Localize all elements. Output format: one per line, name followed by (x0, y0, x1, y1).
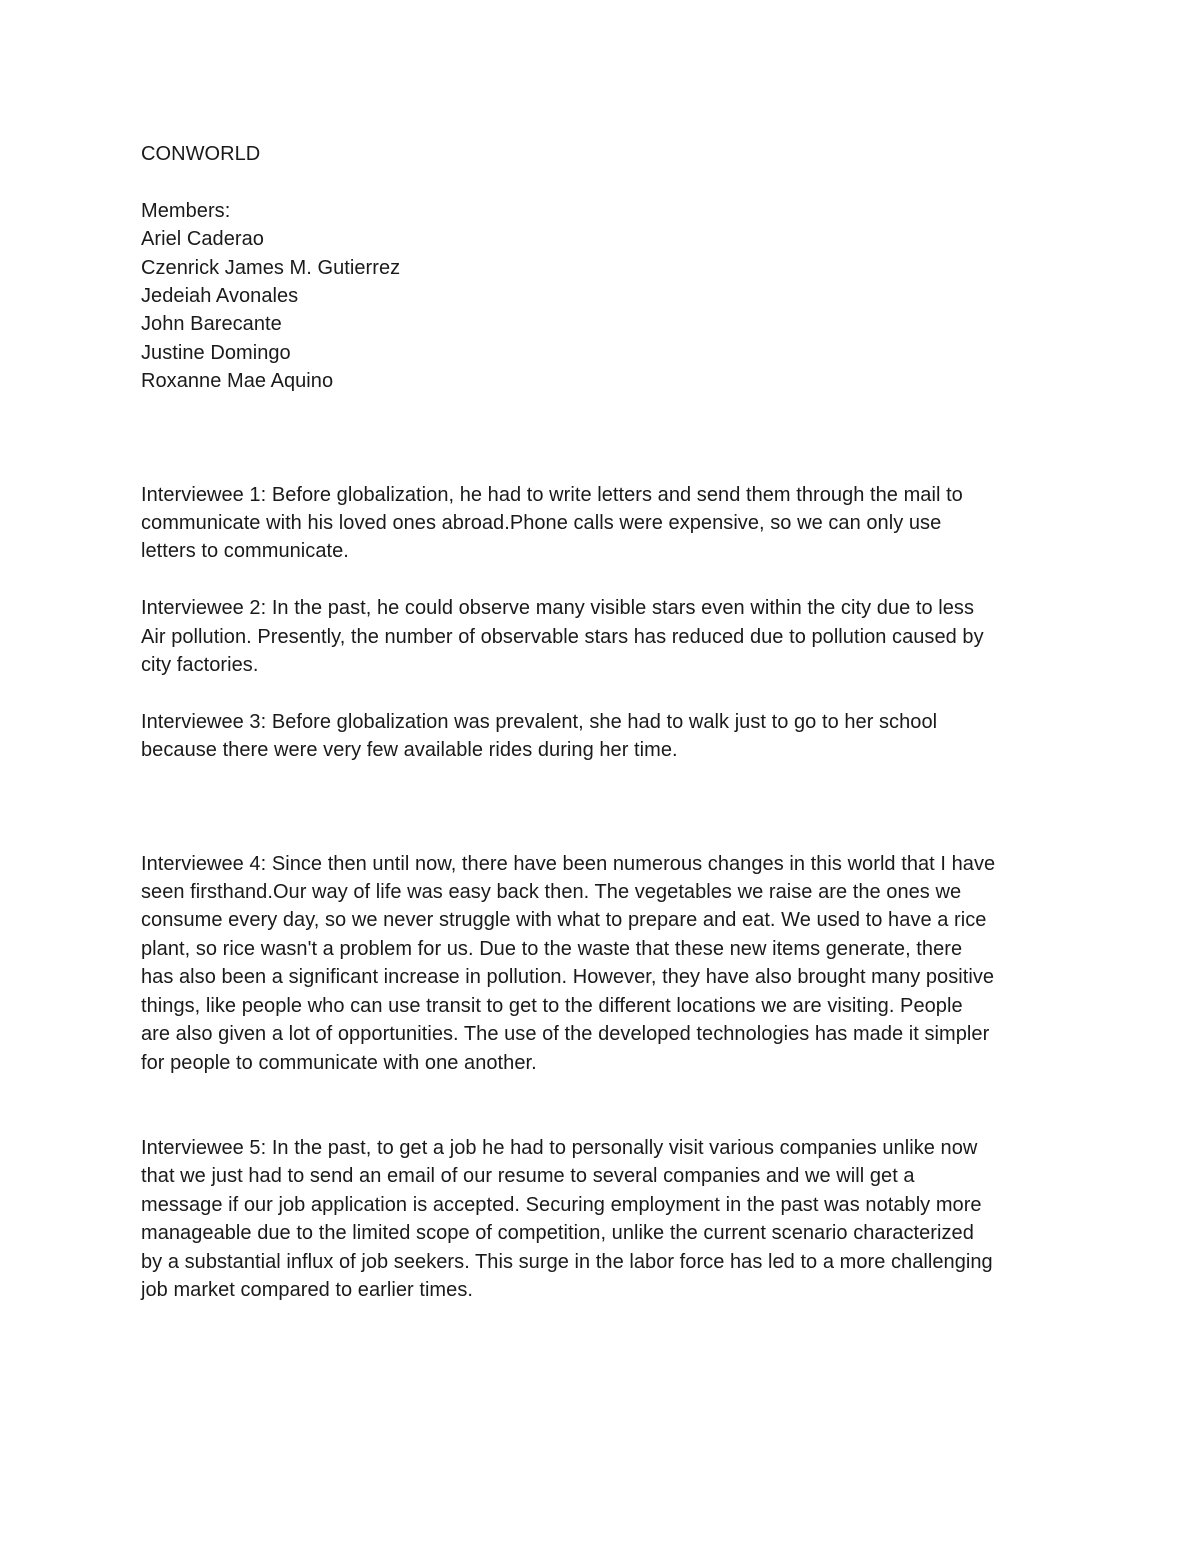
members-section (141, 197, 1071, 396)
paragraph-line: city factories. (141, 654, 259, 677)
member-name: Jedeiah Avonales (141, 285, 299, 308)
members-label: Members: (141, 199, 231, 222)
member-name: Justine Domingo (141, 341, 291, 364)
paragraph-line: communicate with his loved ones abroad.Phone calls were expensive, so we can only use (141, 512, 942, 535)
interviewee-5-paragraph (141, 1134, 1071, 1304)
paragraph-line: Interviewee 5: In the past, to get a job he had to personally visit various companies unlike now (141, 1136, 978, 1159)
paragraph-line: job market compared to earlier times. (141, 1278, 473, 1301)
paragraph-line: are also given a lot of opportunities. The use of the developed technologies has made it simpler (141, 1023, 990, 1046)
document-title: CONWORLD (141, 143, 261, 165)
interviewee-4-paragraph (141, 850, 1071, 1077)
member-name: John Barecante (141, 313, 282, 336)
interviewee-1-paragraph (141, 481, 1071, 566)
paragraph-line: manageable due to the limited scope of competition, unlike the current scenario characterized (141, 1222, 974, 1245)
interviewee-2-paragraph (141, 594, 1071, 679)
member-name: Roxanne Mae Aquino (141, 370, 334, 393)
spacer (141, 566, 1071, 594)
member-name: Ariel Caderao (141, 228, 264, 251)
paragraph-line: Interviewee 3: Before globalization was prevalent, she had to walk just to go to her school (141, 710, 938, 733)
paragraph-line: Interviewee 1: Before globalization, he had to write letters and send them through the mail to (141, 483, 963, 506)
spacer (141, 168, 1071, 196)
paragraph-line: Interviewee 4: Since then until now, there have been numerous changes in this world that I have (141, 852, 996, 875)
paragraph-line: because there were very few available rides during her time. (141, 739, 678, 762)
paragraph-line: letters to communicate. (141, 540, 349, 563)
paragraph-line: consume every day, so we never struggle with what to prepare and eat. We used to have a rice (141, 909, 987, 932)
paragraph-line: things, like people who can use transit to get to the different locations we are visiting. People (141, 994, 963, 1017)
spacer (141, 679, 1071, 707)
spacer (141, 765, 1071, 850)
paragraph-line: Air pollution. Presently, the number of observable stars has reduced due to pollution caused by (141, 625, 984, 648)
paragraph-line: for people to communicate with one another. (141, 1051, 537, 1074)
paragraph-line: that we just had to send an email of our resume to several companies and we will get a (141, 1165, 915, 1188)
member-name: Czenrick James M. Gutierrez (141, 256, 401, 279)
paragraph-line: seen firsthand.Our way of life was easy back then. The vegetables we raise are the ones we (141, 881, 962, 904)
spacer (141, 396, 1071, 481)
interviewee-3-paragraph (141, 708, 1071, 765)
paragraph-line: by a substantial influx of job seekers. This surge in the labor force has led to a more challenging (141, 1250, 993, 1273)
paragraph-line: plant, so rice wasn't a problem for us. Due to the waste that these new items generate, there (141, 937, 963, 960)
paragraph-line: has also been a significant increase in pollution. However, they have also brought many positive (141, 966, 995, 989)
spacer (141, 1077, 1071, 1134)
paragraph-line: message if our job application is accepted. Securing employment in the past was notably more (141, 1193, 982, 1216)
document-body (141, 140, 1071, 1304)
paragraph-line: Interviewee 2: In the past, he could observe many visible stars even within the city due to less (141, 597, 975, 620)
